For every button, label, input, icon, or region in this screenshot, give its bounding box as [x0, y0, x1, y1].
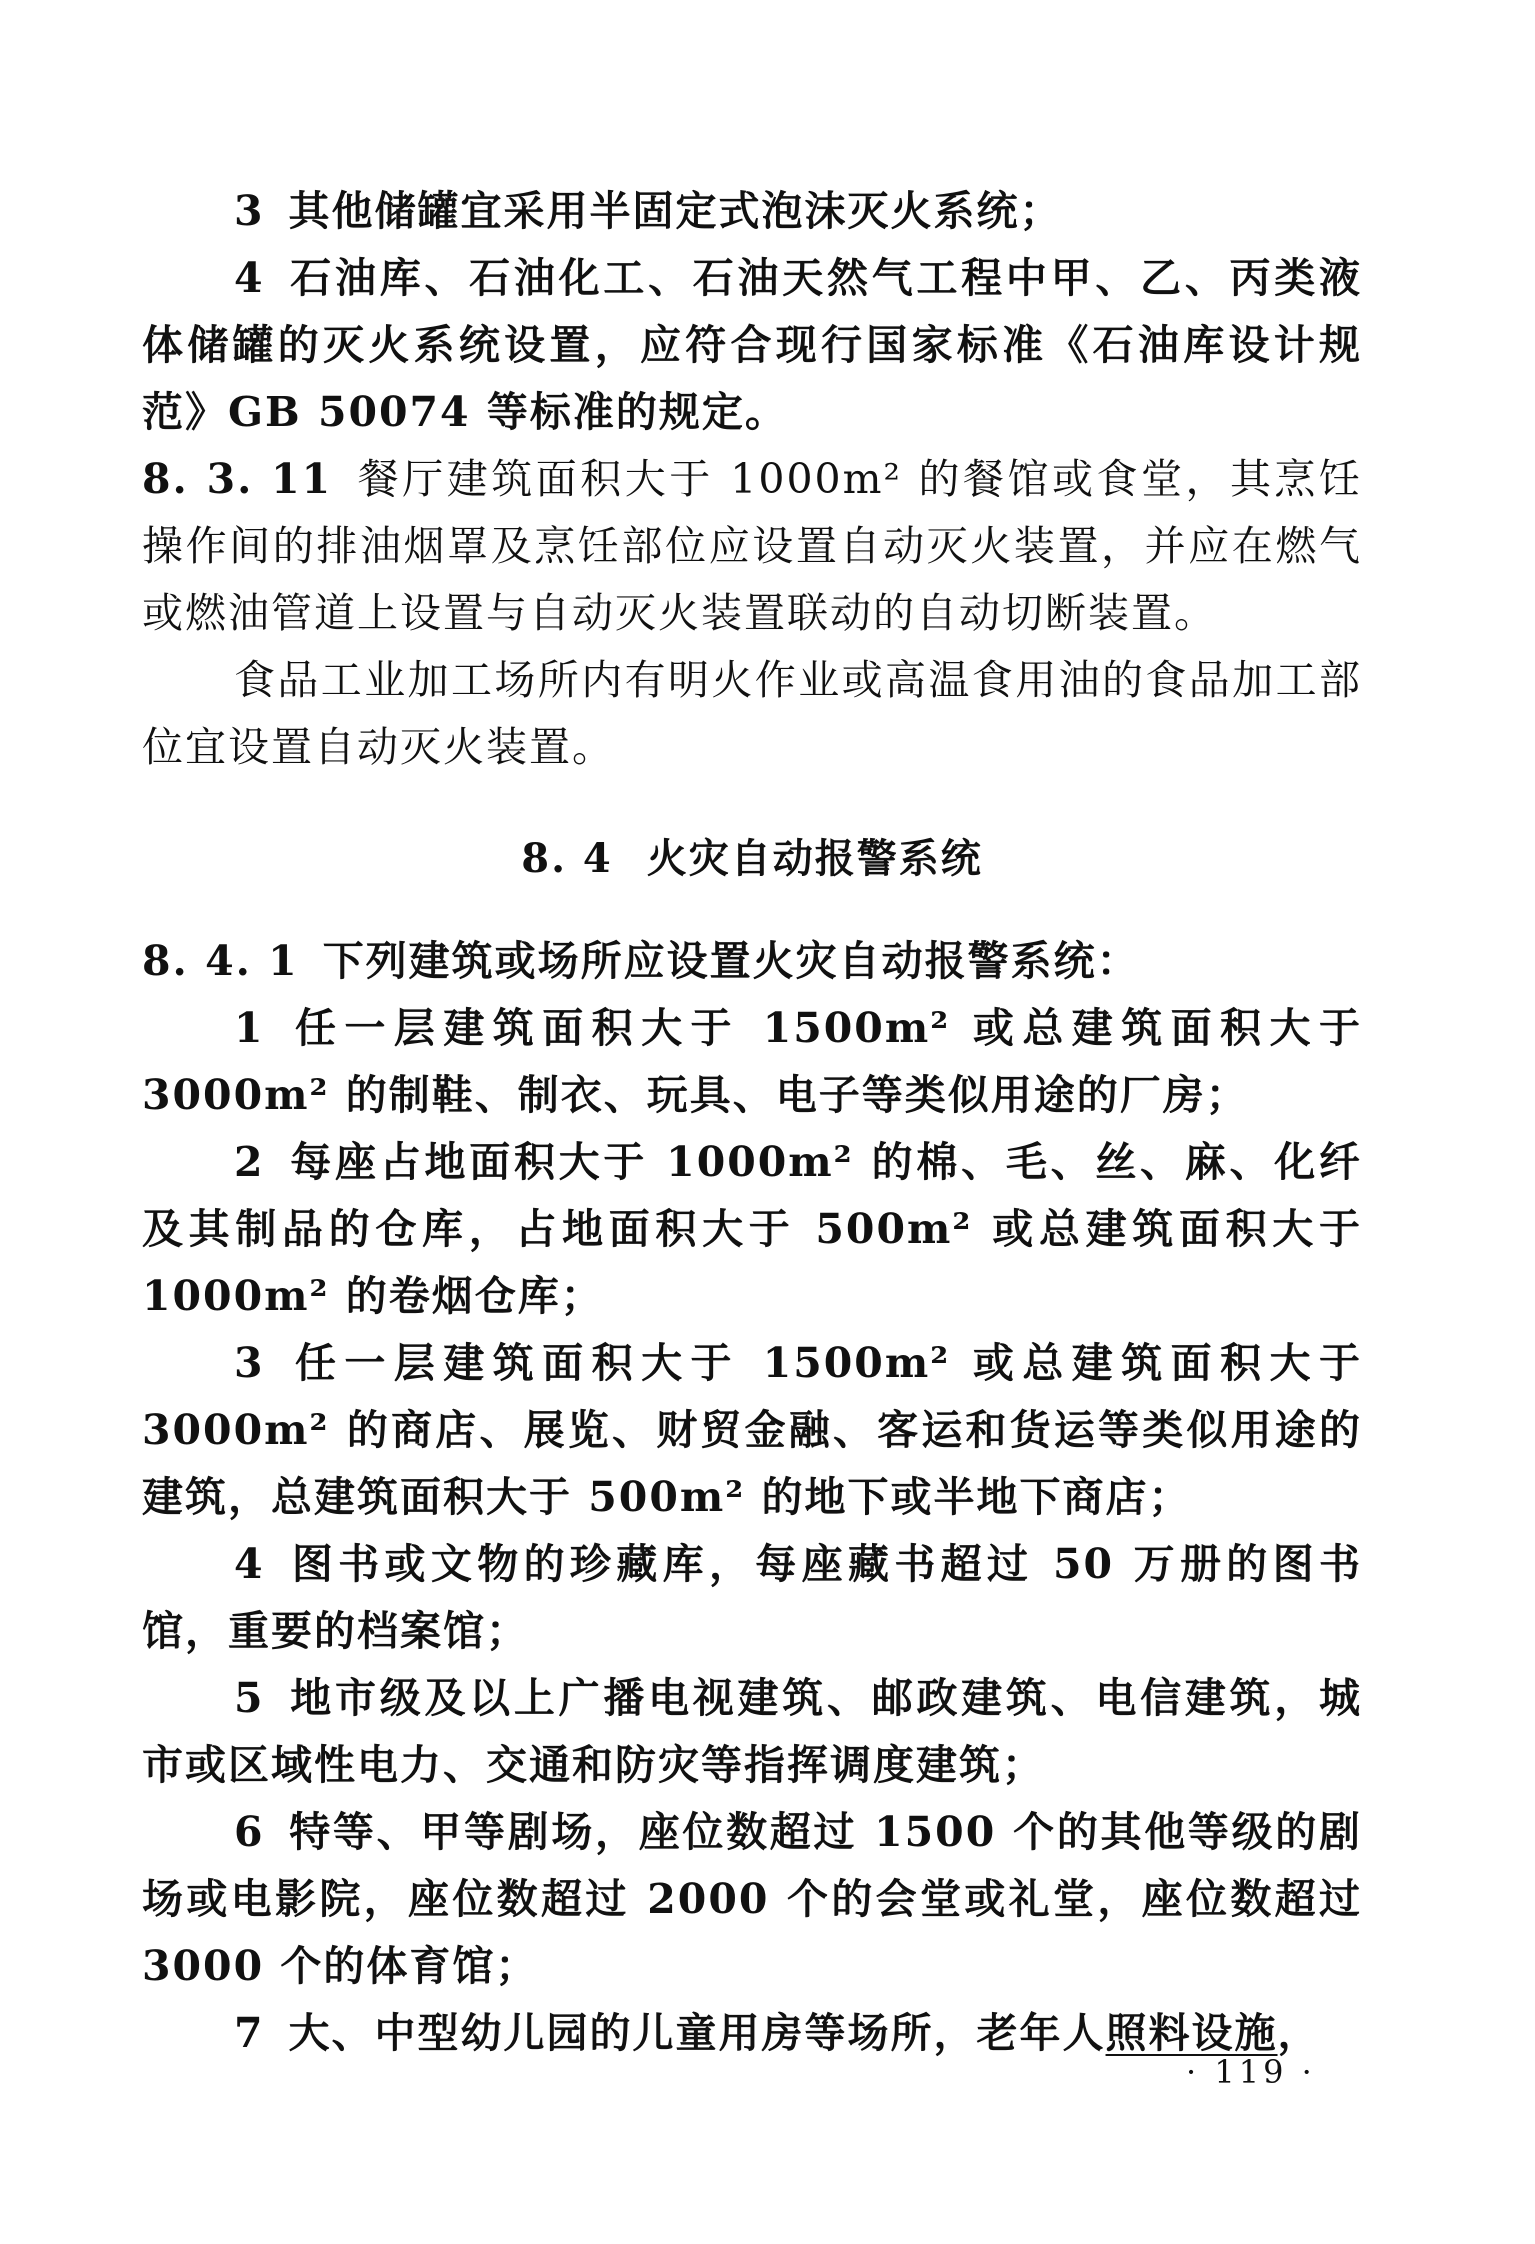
clause-8-3-11-paragraph-2: 食品工业加工场所内有明火作业或高温食用油的食品加工部位宜设置自动灭火装置。: [142, 656, 1362, 771]
page-number: · 119 ·: [1186, 2053, 1316, 2091]
clause-8-4-1: [142, 928, 1362, 995]
item-number: 2: [234, 1138, 265, 1186]
clause-item-4: [142, 1531, 1362, 1665]
item-number: 3: [234, 187, 265, 235]
page-content: [142, 178, 1362, 2067]
item-text: 任一层建筑面积大于 1500m² 或总建筑面积大于 3000m² 的商店、展览、财贸金融、客运和货运等类似用途的建筑，总建筑面积大于 500m² 的地下或半地下商店；: [142, 1339, 1362, 1521]
item-4-petroleum-tanks: [142, 245, 1362, 446]
clause-number: 8. 3. 11: [142, 455, 333, 503]
clause-text: 餐厅建筑面积大于 1000m² 的餐馆或食堂，其烹饪操作间的排油烟罩及烹饪部位应设置自动灭火装置，并应在燃气或燃油管道上设置与自动灭火装置联动的自动切断装置。: [142, 455, 1362, 637]
item-text-before: 大、中型幼儿园的儿童用房等场所，老年人: [288, 2009, 1106, 2057]
clause-item-1: [142, 995, 1362, 1129]
section-title: 火灾自动报警系统: [646, 835, 983, 882]
item-number: 6: [234, 1808, 265, 1856]
item-number: 3: [234, 1339, 265, 1387]
item-text: 特等、甲等剧场，座位数超过 1500 个的其他等级的剧场或电影院，座位数超过 2000 个的会堂或礼堂，座位数超过 3000 个的体育馆；: [142, 1808, 1362, 1990]
clause-item-3: [142, 1330, 1362, 1531]
item-text: 地市级及以上广播电视建筑、邮政建筑、电信建筑，城市或区域性电力、交通和防灾等指挥调度建筑；: [142, 1674, 1362, 1789]
item-number: 5: [234, 1674, 265, 1722]
clause-item-5: [142, 1665, 1362, 1799]
item-number: 4: [234, 254, 265, 302]
item-text: 其他储罐宜采用半固定式泡沫灭火系统；: [288, 187, 1063, 235]
item-text: 图书或文物的珍藏库，每座藏书超过 50 万册的图书馆，重要的档案馆；: [142, 1540, 1362, 1655]
item-3-fire-system: [142, 178, 1362, 245]
clause-8-3-11: [142, 446, 1362, 647]
item-text: 每座占地面积大于 1000m² 的棉、毛、丝、麻、化纤及其制品的仓库，占地面积大于 500m² 或总建筑面积大于 1000m² 的卷烟仓库；: [142, 1138, 1362, 1320]
item-number: 1: [234, 1004, 265, 1052]
clause-item-7: [142, 2000, 1362, 2067]
clause-item-6: [142, 1799, 1362, 2000]
clause-number: 8. 4. 1: [142, 937, 299, 985]
section-number: 8. 4: [521, 835, 613, 882]
item-text: 任一层建筑面积大于 1500m² 或总建筑面积大于 3000m² 的制鞋、制衣、玩具、电子等类似用途的厂房；: [142, 1004, 1362, 1119]
underlined-text: 照料设施: [1105, 2009, 1278, 2057]
section-heading-8-4: [142, 825, 1362, 892]
item-text-after: ，: [1277, 2009, 1321, 2057]
item-number: 7: [234, 2009, 265, 2057]
item-text: 石油库、石油化工、石油天然气工程中甲、乙、丙类液体储罐的灭火系统设置，应符合现行国家标准《石油库设计规范》GB 50074 等标准的规定。: [142, 254, 1362, 436]
clause-text: 下列建筑或场所应设置火灾自动报警系统：: [322, 937, 1140, 985]
clause-item-2: [142, 1129, 1362, 1330]
item-number: 4: [234, 1540, 265, 1588]
